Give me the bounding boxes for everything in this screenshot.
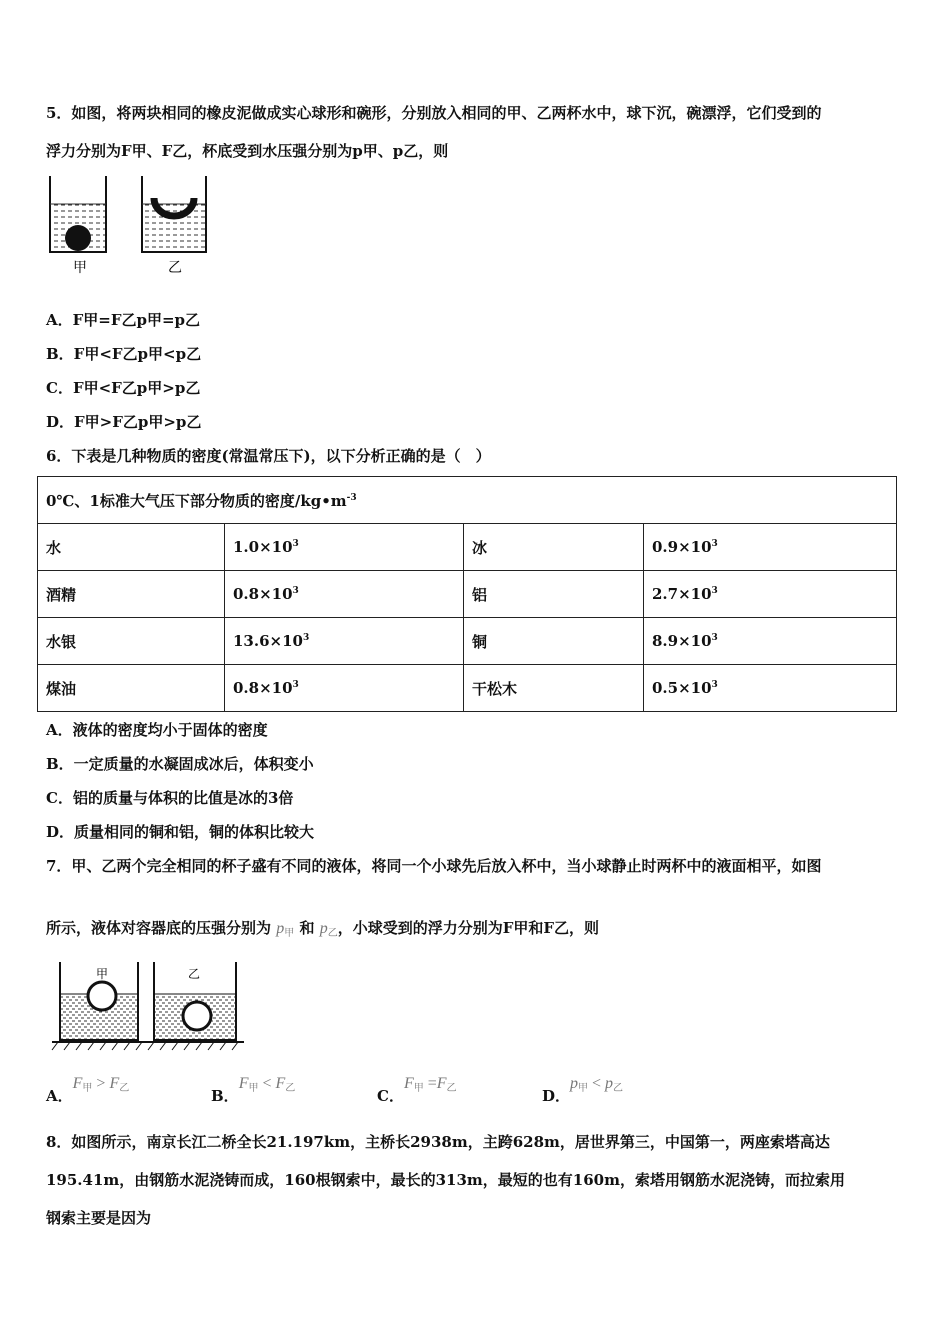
density-table bbox=[37, 476, 897, 712]
substance-cell: 水银 bbox=[38, 618, 225, 665]
q5-figure bbox=[40, 172, 220, 280]
table-row bbox=[38, 618, 897, 665]
density-cell: $2.7\times 10^3$ bbox=[644, 571, 897, 618]
q7-fig-label-yi: 乙 bbox=[188, 967, 201, 981]
substance-cell: 铜 bbox=[464, 618, 644, 665]
p-jia-symbol: p甲 bbox=[276, 920, 295, 939]
density-cell: $0.8\times 10^3$ bbox=[225, 665, 464, 712]
q7-option-a[interactable]: A．F甲 > F乙 bbox=[46, 1075, 130, 1105]
density-cell: $0.9\times 10^3$ bbox=[644, 524, 897, 571]
table-row bbox=[38, 571, 897, 618]
ball-suspended bbox=[183, 1002, 211, 1030]
q8-stem-line2: 195.41m，由钢筋水泥浇铸而成，160根钢索中，最长的313m，最短的也有160m，索塔用钢筋水泥浇铸，而拉索用 bbox=[46, 1171, 845, 1189]
substance-cell: 煤油 bbox=[38, 665, 225, 712]
q7-stem-line2: 所示，液体对容器底的压强分别为 p甲 和 p乙，小球受到的浮力分别为F甲和F乙，则 bbox=[46, 919, 600, 939]
density-cell: $0.5\times 10^3$ bbox=[644, 665, 897, 712]
q5-option-b[interactable]: B．F甲<F乙p甲<p乙 bbox=[46, 345, 202, 363]
q7-stem-line1: 7．甲、乙两个完全相同的杯子盛有不同的液体，将同一个小球先后放入杯中，当小球静止时两杯中的液面相平，如图 bbox=[46, 857, 822, 875]
q5-stem-line1: 5．如图，将两块相同的橡皮泥做成实心球形和碗形，分别放入相同的甲、乙两杯水中，球下沉，碗漂浮，它们受到的 bbox=[46, 104, 822, 122]
table-title: 0℃、1标准大气压下部分物质的密度/kg•m bbox=[46, 491, 347, 510]
table-title-exponent: -3 bbox=[346, 492, 357, 503]
substance-cell: 水 bbox=[38, 524, 225, 571]
substance-cell: 铝 bbox=[464, 571, 644, 618]
density-cell: $8.9\times 10^3$ bbox=[644, 618, 897, 665]
q7-figure bbox=[48, 960, 248, 1054]
q5-fig-label-yi: 乙 bbox=[168, 260, 182, 276]
table-title-row bbox=[38, 477, 897, 524]
q5-fig-label-jia: 甲 bbox=[73, 260, 87, 276]
table-row bbox=[38, 665, 897, 712]
q6-option-d[interactable]: D．质量相同的铜和铝，铜的体积比较大 bbox=[46, 823, 315, 841]
q5-option-c[interactable]: C．F甲<F乙p甲>p乙 bbox=[46, 379, 201, 397]
density-cell: $0.8\times 10^3$ bbox=[225, 571, 464, 618]
q7-fig-label-jia: 甲 bbox=[96, 967, 109, 981]
q6-stem: 6．下表是几种物质的密度(常温常压下)，以下分析正确的是（ ） bbox=[46, 447, 491, 465]
q6-option-b[interactable]: B．一定质量的水凝固成冰后，体积变小 bbox=[46, 755, 314, 773]
q7-option-d[interactable]: D．p甲 < p乙 bbox=[542, 1075, 624, 1105]
beaker-yi bbox=[142, 176, 206, 252]
q8-stem-line3: 钢索主要是因为 bbox=[46, 1209, 152, 1227]
substance-cell: 干松木 bbox=[464, 665, 644, 712]
clay-ball bbox=[65, 225, 91, 251]
substance-cell: 冰 bbox=[464, 524, 644, 571]
q5-stem-line2: 浮力分别为F甲、F乙，杯底受到水压强分别为p甲、p乙，则 bbox=[46, 142, 449, 160]
beaker-jia bbox=[50, 176, 106, 252]
q7-option-b[interactable]: B．F甲 < F乙 bbox=[211, 1075, 296, 1105]
q6-option-a[interactable]: A．液体的密度均小于固体的密度 bbox=[46, 721, 268, 739]
ground-hatch bbox=[52, 1042, 238, 1050]
density-cell: $1.0\times 10^3$ bbox=[225, 524, 464, 571]
density-cell: $13.6\times 10^3$ bbox=[225, 618, 464, 665]
ball-floating bbox=[88, 982, 116, 1010]
q7-option-c[interactable]: C．F甲 =F乙 bbox=[377, 1075, 457, 1105]
p-yi-symbol: p乙 bbox=[319, 920, 338, 939]
q5-option-a[interactable]: A．F甲=F乙p甲=p乙 bbox=[46, 311, 201, 329]
substance-cell: 酒精 bbox=[38, 571, 225, 618]
q8-stem-line1: 8．如图所示，南京长江二桥全长21.197km，主桥长2938m，主跨628m，居世界第三，中国第一，两座索塔高达 bbox=[46, 1133, 830, 1151]
q5-option-d[interactable]: D．F甲>F乙p甲>p乙 bbox=[46, 413, 202, 431]
table-row bbox=[38, 524, 897, 571]
q6-option-c[interactable]: C．铝的质量与体积的比值是冰的3倍 bbox=[46, 789, 294, 807]
